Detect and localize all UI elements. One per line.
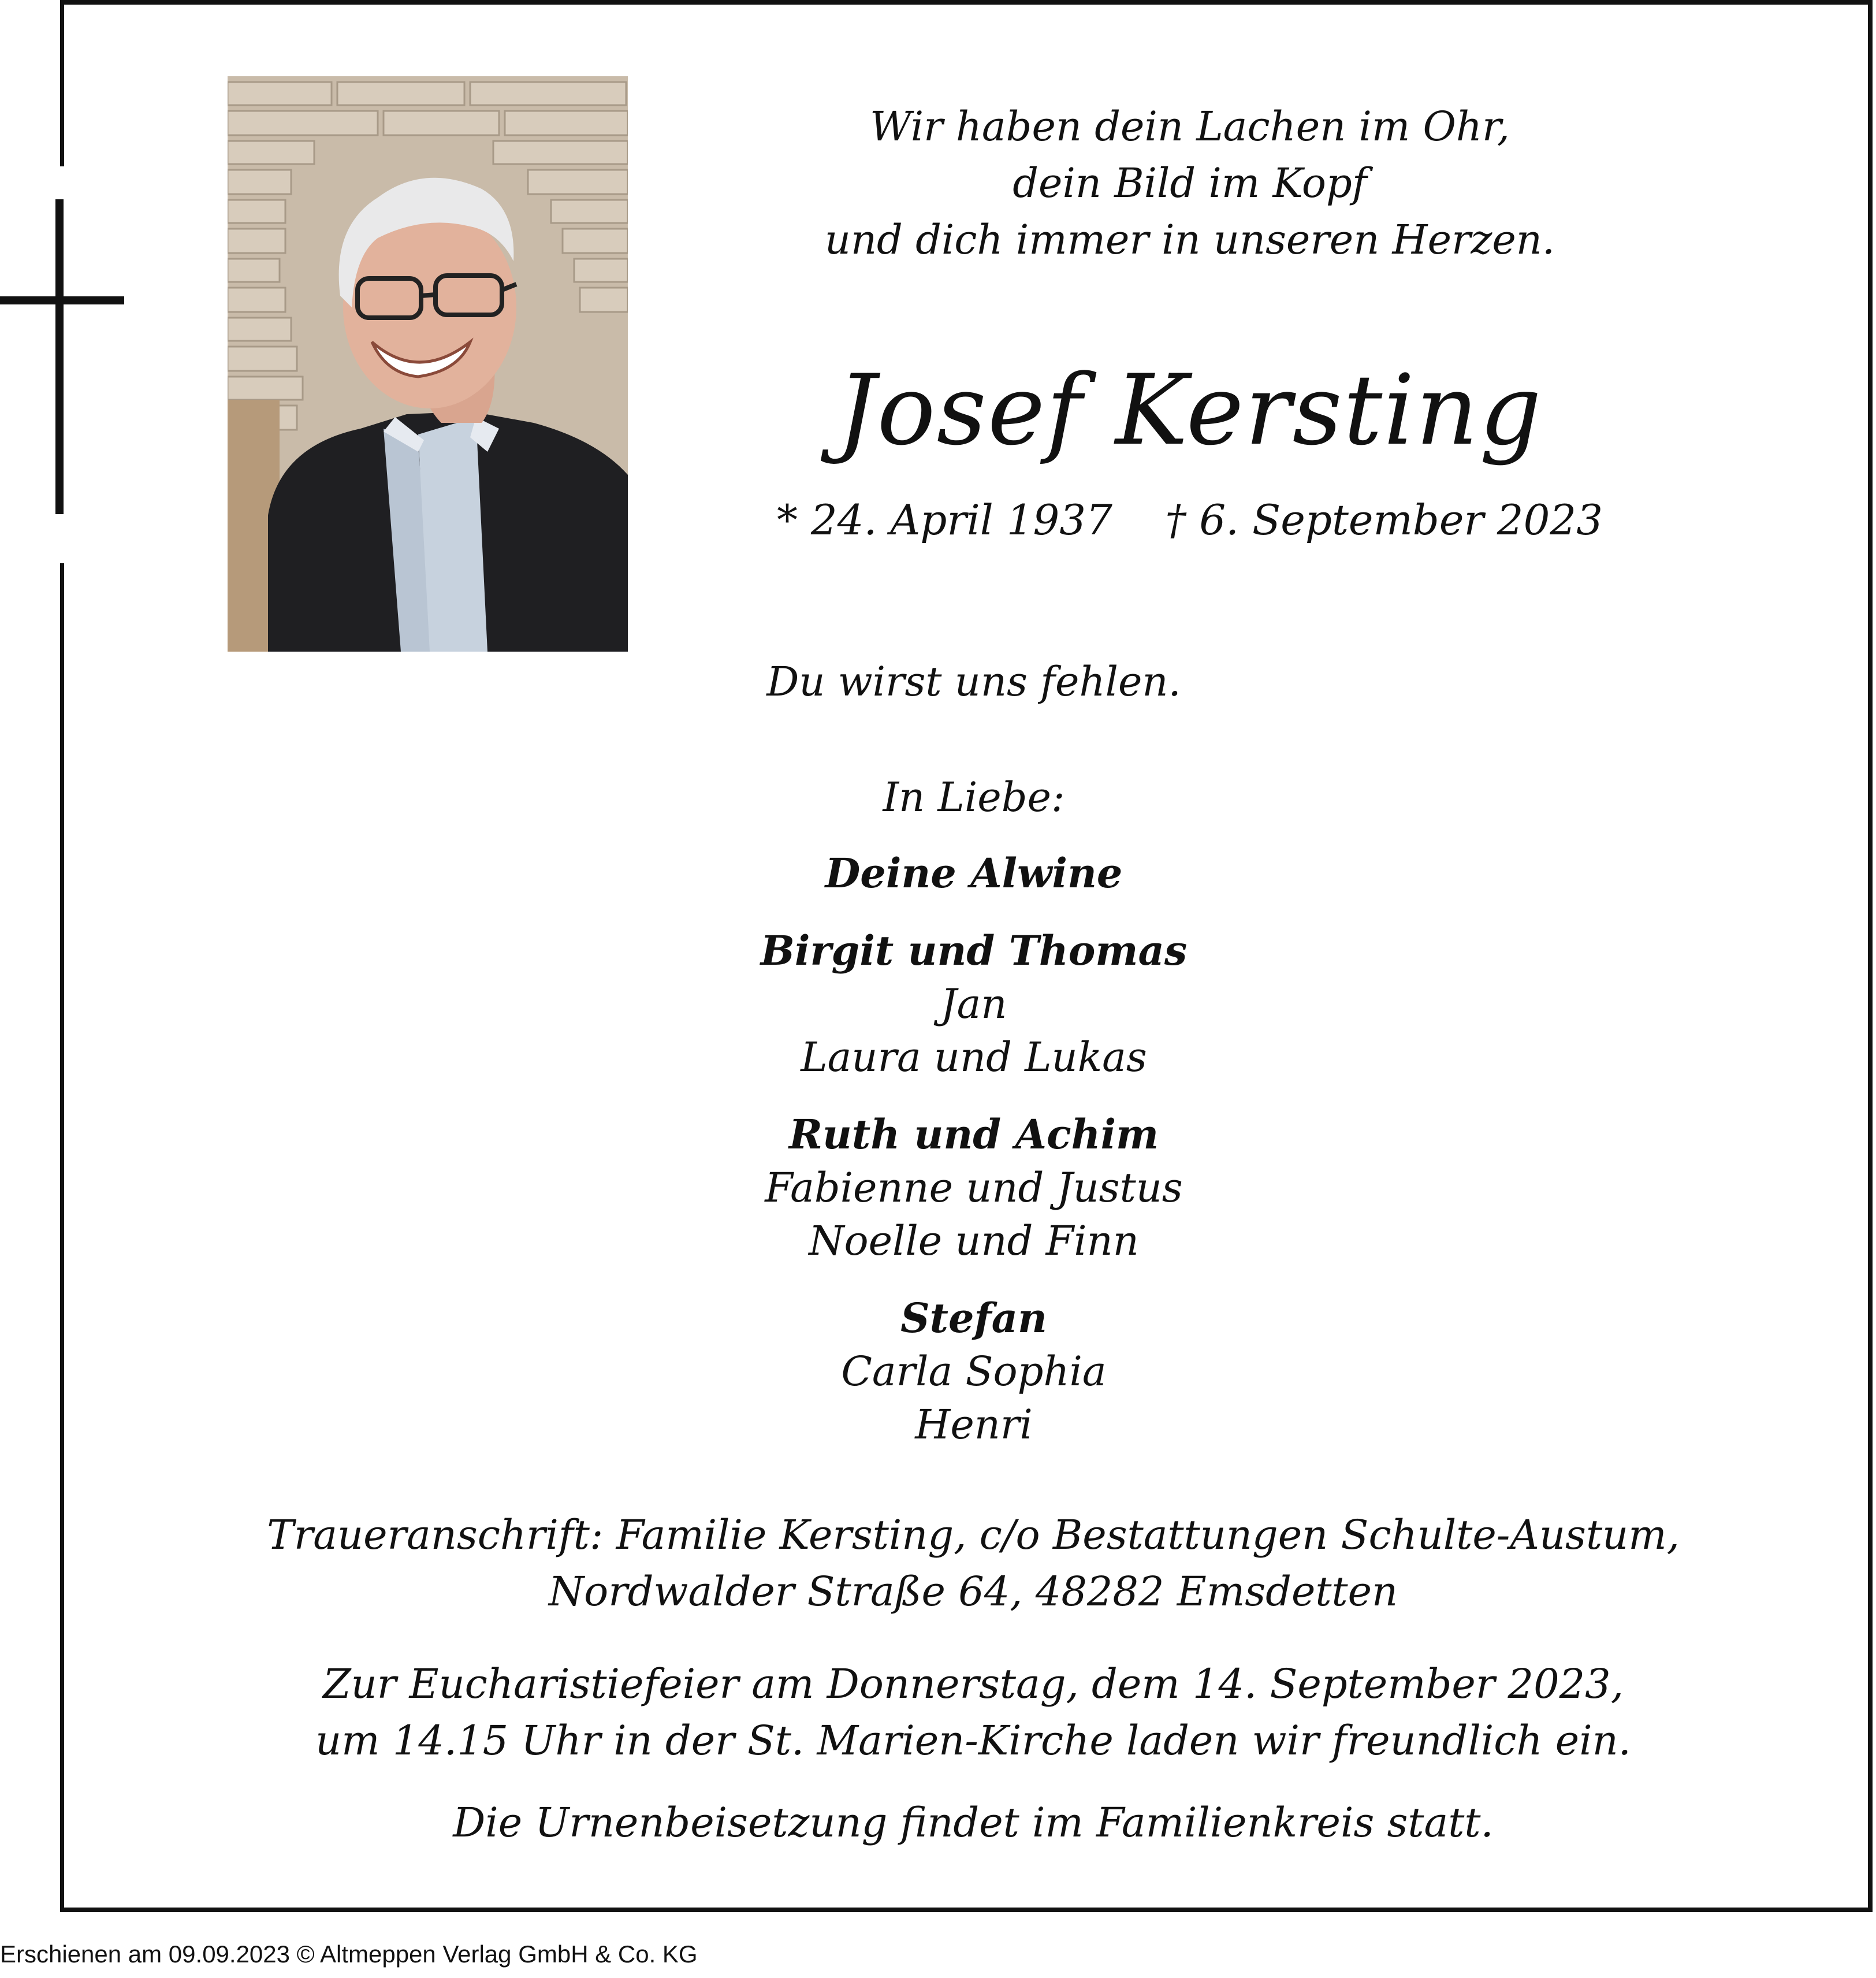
farewell-line: Du wirst uns fehlen. [766, 658, 1181, 705]
mourning-address [162, 1507, 1785, 1620]
border-left-lower [60, 563, 64, 1912]
poem [716, 98, 1663, 268]
cross-icon [0, 199, 127, 523]
address-line: Nordwalder Straße 64, 48282 Emsdetten [548, 1568, 1398, 1615]
service-line: um 14.15 Uhr in der St. Marien-Kirche laden wir freundlich ein. [315, 1717, 1631, 1764]
poem-line: dein Bild im Kopf [1013, 159, 1367, 207]
mourner-name: Henri [915, 1401, 1033, 1448]
service-line: Zur Eucharistiefeier am Donnerstag, dem 14. September 2023, [323, 1660, 1624, 1708]
mourner-name: Carla Sophia [841, 1348, 1107, 1395]
border-left-upper [60, 0, 64, 166]
mourner-name: Ruth und Achim [788, 1110, 1159, 1158]
service-info [162, 1656, 1785, 1769]
poem-line: und dich immer in unseren Herzen. [824, 216, 1555, 263]
mourner-name: Deine Alwine [825, 849, 1123, 897]
poem-line: Wir haben dein Lachen im Ohr, [870, 103, 1510, 150]
address-line: Traueranschrift: Familie Kersting, c/o Bestattungen Schulte-Austum, [267, 1511, 1680, 1559]
mourner-name: Laura und Lukas [801, 1033, 1147, 1081]
border-right [1868, 0, 1873, 1912]
portrait-photo [228, 76, 628, 652]
border-top [60, 0, 1873, 5]
burial-note: Die Urnenbeisetzung findet im Familienkreis statt. [453, 1799, 1494, 1846]
in-love-label: In Liebe: [883, 774, 1065, 821]
publication-footer: Erschienen am 09.09.2023 © Altmeppen Verlag GmbH & Co. KG [0, 1940, 698, 1968]
mourner-name: Stefan [900, 1294, 1047, 1342]
mourner-name: Fabienne und Justus [765, 1164, 1183, 1211]
life-dates: * 24. April 1937 † 6. September 2023 [776, 496, 1603, 544]
mourners-list [627, 847, 1320, 1451]
deceased-name: Josef Kersting [837, 354, 1543, 467]
mourner-name: Birgit und Thomas [760, 927, 1188, 975]
border-bottom [60, 1908, 1873, 1912]
mourner-name: Jan [940, 980, 1007, 1028]
mourner-name: Noelle und Finn [809, 1217, 1139, 1265]
